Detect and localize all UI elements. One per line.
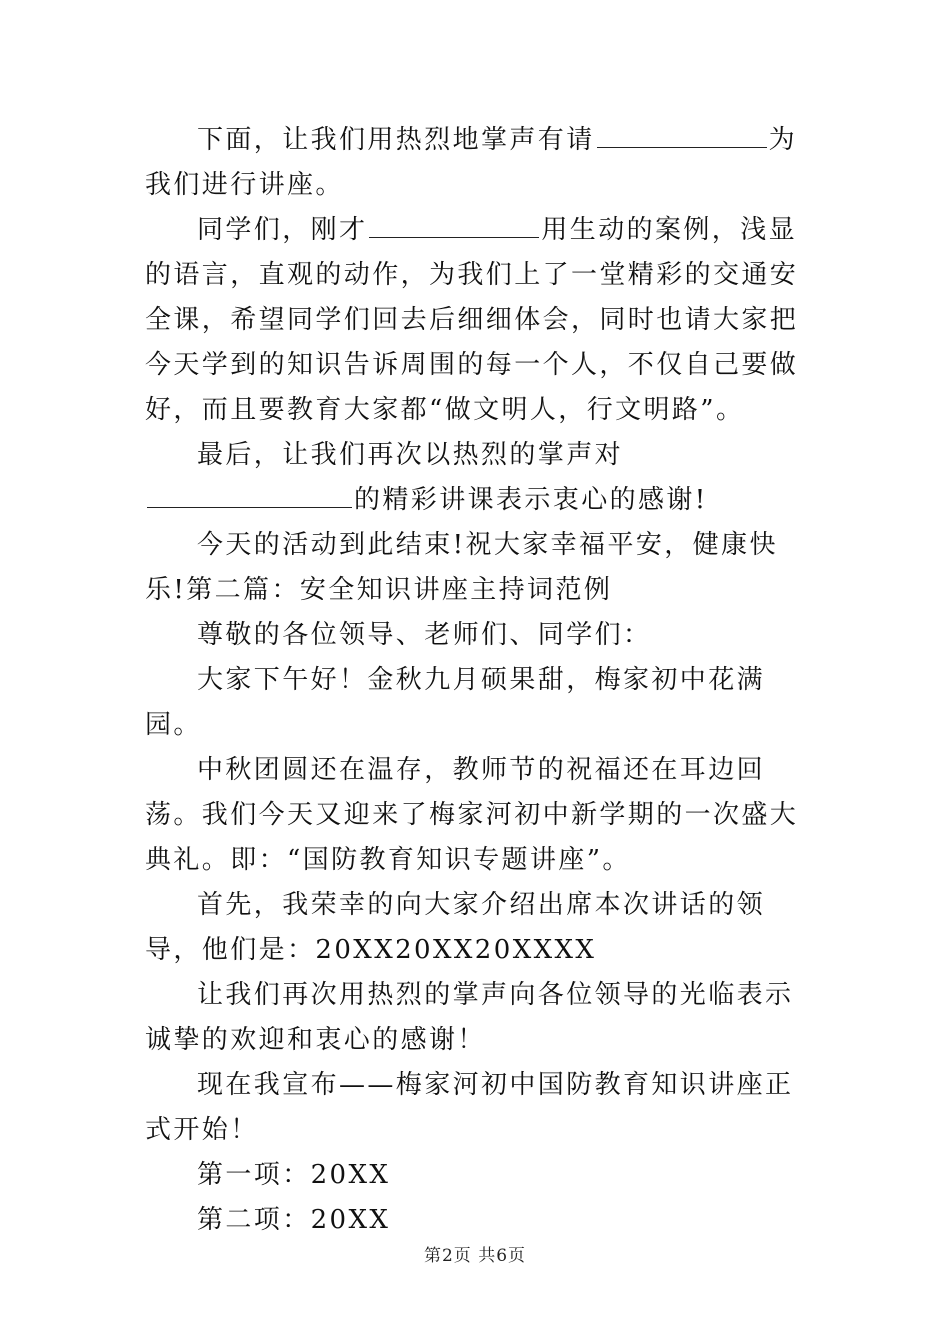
paragraph-text: 的精彩讲课表示衷心的感谢! <box>354 485 708 515</box>
paragraph-text: 下面，让我们用热烈地掌声有请 <box>197 125 595 155</box>
paragraph-leaders: 首先，我荣幸的向大家介绍出席本次讲话的领导，他们是：20XX20XX20XXXX <box>145 890 766 965</box>
paragraph-introduction: 中秋团圆还在温存，教师节的祝福还在耳边回荡。我们今天又迎来了梅家河初中新学期的一次盛大典礼。即：“国防教育知识专题讲座”。 <box>145 755 799 875</box>
page-number-footer: 第2页 共6页 <box>423 1246 527 1266</box>
paragraph-item-two: 第二项：20XX <box>197 1205 391 1235</box>
paragraph-thanks-lecture <box>145 208 807 433</box>
fill-blank-line <box>147 483 352 508</box>
paragraph-text: 同学们，刚才 <box>197 215 368 245</box>
paragraph-text: 用生动的案例，浅显的语言，直观的动作，为我们上了一堂精彩的交通安全课，希望同学们回去后细细体会，同时也请大家把今天学到的知识告诉周围的每一个人，不仅自己要做好，而且要教育大家都“做文明人，行文明路”。 <box>145 215 799 425</box>
paragraph-announcement: 现在我宣布——梅家河初中国防教育知识讲座正式开始！ <box>145 1070 794 1145</box>
paragraph-greeting: 大家下午好！金秋九月硕果甜，梅家初中花满园。 <box>145 665 766 740</box>
paragraph-text: 最后，让我们再次以热烈的掌声对 <box>197 440 624 470</box>
paragraph-text: 为我们进行讲座。 <box>145 125 798 200</box>
fill-blank-line <box>369 213 539 238</box>
paragraph-final-applause <box>145 433 807 523</box>
document-body <box>145 118 807 1243</box>
paragraph-item-one: 第一项：20XX <box>197 1160 391 1190</box>
paragraph-invite-speaker <box>145 118 807 208</box>
fill-blank-line <box>597 123 767 148</box>
paragraph-welcome: 让我们再次用热烈的掌声向各位领导的光临表示诚挚的欢迎和衷心的感谢！ <box>145 980 794 1055</box>
paragraph-closing: 今天的活动到此结束!祝大家幸福平安，健康快乐!第二篇：安全知识讲座主持词范例 <box>145 530 778 605</box>
paragraph-salutation: 尊敬的各位领导、老师们、同学们： <box>197 620 652 650</box>
